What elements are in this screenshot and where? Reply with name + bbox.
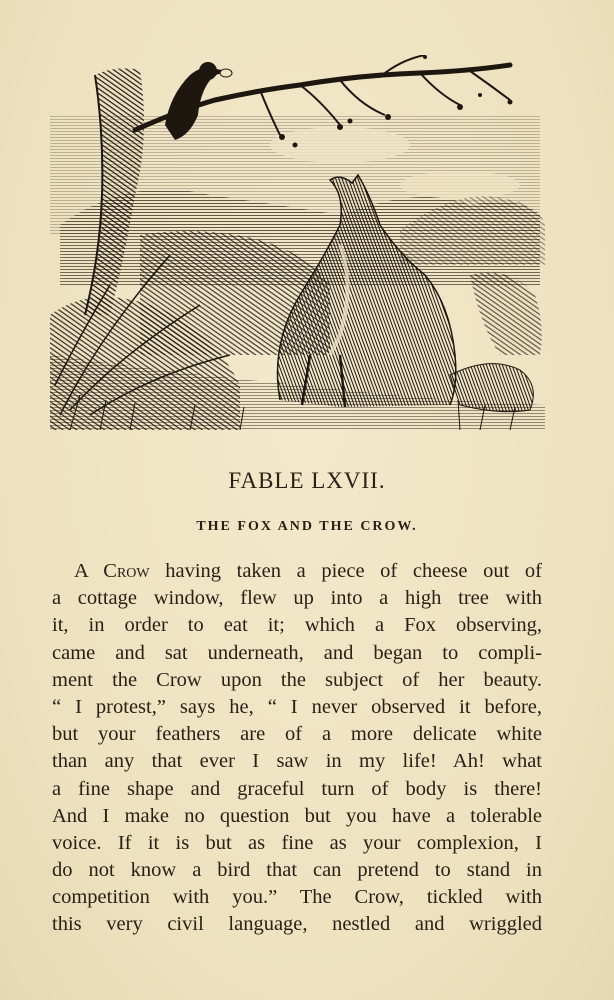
fox-tail (450, 364, 533, 412)
cloud (270, 127, 410, 163)
text-line: but your feathers are of a more delicate white (52, 723, 542, 746)
cloud (400, 171, 520, 199)
text-line-rest: having taken a piece of cheese out of (149, 560, 542, 582)
text-line: “ I protest,” says he, “ I never observed it before, (52, 695, 542, 718)
text-line: came and sat underneath, and began to compli- (52, 641, 542, 664)
text-line (52, 558, 542, 585)
text-line: this very civil language, nestled and wriggled (52, 913, 542, 936)
text-line: it, in order to eat it; which a Fox observing, (52, 614, 542, 637)
cheese (220, 69, 232, 77)
small-caps-word: Crow (103, 560, 150, 582)
fable-body-text (52, 558, 542, 939)
fox-and-crow-engraving (40, 55, 550, 430)
text-line-lead: A (74, 560, 104, 582)
text-line: And I make no question but you have a tolerable (52, 804, 542, 827)
text-line: ment the Crow upon the subject of her beauty. (52, 668, 542, 691)
text-line: do not know a bird that can pretend to stand in (52, 859, 542, 882)
text-line: competition with you.” The Crow, tickled with (52, 886, 542, 909)
fable-subtitle: THE FOX AND THE CROW. (196, 519, 418, 534)
text-line: a fine shape and graceful turn of body is there! (52, 777, 542, 800)
text-line: than any that ever I saw in my life! Ah! what (52, 750, 542, 773)
text-line: voice. If it is but as fine as your complexion, I (52, 831, 542, 854)
fable-title: FABLE LXVII. (228, 468, 386, 493)
text-line: a cottage window, flew up into a high tree with (52, 587, 542, 610)
